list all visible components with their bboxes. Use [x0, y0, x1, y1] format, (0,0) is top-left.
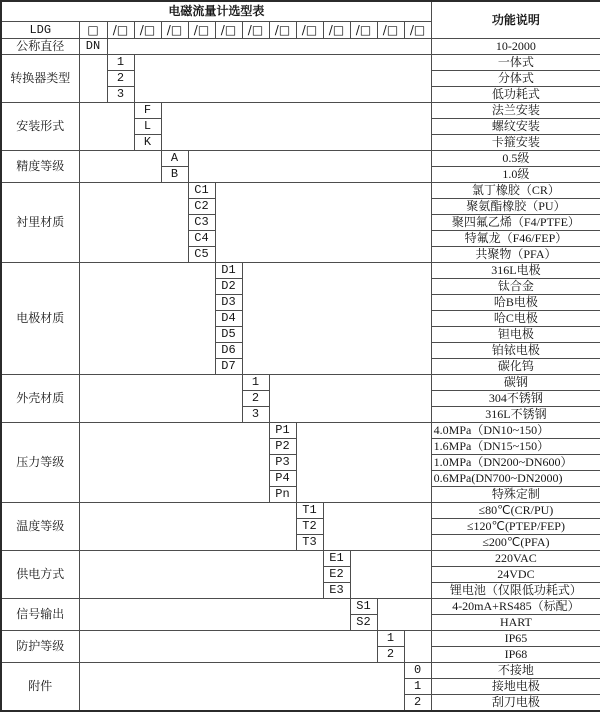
- left-spacer-cell: [79, 183, 188, 263]
- section-desc: 低功耗式: [431, 87, 600, 103]
- section-label: 精度等级: [1, 151, 79, 183]
- section-desc: ≤200℃(PFA): [431, 535, 600, 551]
- section-desc: 接地电极: [431, 679, 600, 695]
- section-code: E2: [323, 567, 350, 583]
- section-desc: 共聚物（PFA）: [431, 247, 600, 263]
- section-desc: IP65: [431, 631, 600, 647]
- section-desc: 0.6MPa(DN700~DN2000): [431, 471, 600, 487]
- section-code: D7: [215, 359, 242, 375]
- section-label: 附件: [1, 663, 79, 712]
- section-label: 外壳材质: [1, 375, 79, 423]
- section-label: 公称直径: [1, 39, 79, 55]
- left-spacer-cell: [79, 631, 377, 663]
- section-code: P3: [269, 455, 296, 471]
- section-code: 2: [107, 71, 134, 87]
- section-desc: 螺纹安装: [431, 119, 600, 135]
- model-slot-cell: /□: [107, 22, 134, 39]
- left-spacer-cell: [79, 503, 296, 551]
- section-desc: 316L电极: [431, 263, 600, 279]
- section-code: C2: [188, 199, 215, 215]
- section-desc: 钽电极: [431, 327, 600, 343]
- section-code: 1: [107, 55, 134, 71]
- section-desc: IP68: [431, 647, 600, 663]
- section-code: D2: [215, 279, 242, 295]
- section-code: D3: [215, 295, 242, 311]
- section-row: [1, 55, 600, 71]
- model-slot-cell: /□: [215, 22, 242, 39]
- section-desc: 氯丁橡胶（CR）: [431, 183, 600, 199]
- section-code: D6: [215, 343, 242, 359]
- right-spacer-cell: [134, 55, 431, 103]
- section-code: K: [134, 135, 161, 151]
- left-spacer-cell: [79, 103, 134, 151]
- model-slot-cell: /□: [296, 22, 323, 39]
- section-code: T3: [296, 535, 323, 551]
- left-spacer-cell: [79, 55, 107, 103]
- section-code: P2: [269, 439, 296, 455]
- section-desc: 分体式: [431, 71, 600, 87]
- section-desc: 铂铱电极: [431, 343, 600, 359]
- section-row: [1, 503, 600, 519]
- section-desc: 0.5级: [431, 151, 600, 167]
- section-label: 电极材质: [1, 263, 79, 375]
- left-spacer-cell: [79, 423, 269, 503]
- section-code: 0: [404, 663, 431, 679]
- section-desc: 特氟龙（F46/FEP）: [431, 231, 600, 247]
- section-desc: ≤120℃(PTEP/FEP): [431, 519, 600, 535]
- section-label: 衬里材质: [1, 183, 79, 263]
- section-code: DN: [79, 39, 107, 55]
- right-spacer-cell: [269, 375, 431, 423]
- section-row: [1, 423, 600, 439]
- title-row: [1, 1, 600, 22]
- section-row: [1, 631, 600, 647]
- model-slot-cell: /□: [242, 22, 269, 39]
- section-desc: 一体式: [431, 55, 600, 71]
- section-desc: 碳钢: [431, 375, 600, 391]
- section-code: D4: [215, 311, 242, 327]
- section-row: [1, 263, 600, 279]
- section-row: [1, 103, 600, 119]
- right-spacer-cell: [323, 503, 431, 551]
- left-spacer-cell: [79, 663, 404, 712]
- section-code: 1: [377, 631, 404, 647]
- right-spacer-cell: [377, 599, 431, 631]
- section-desc: 钛合金: [431, 279, 600, 295]
- right-spacer-cell: [161, 103, 431, 151]
- section-desc: 哈C电极: [431, 311, 600, 327]
- section-label: 温度等级: [1, 503, 79, 551]
- section-label: 信号输出: [1, 599, 79, 631]
- right-spacer-cell: [107, 39, 431, 55]
- right-spacer-cell: [215, 183, 431, 263]
- section-desc: 1.0级: [431, 167, 600, 183]
- section-code: P4: [269, 471, 296, 487]
- section-code: 2: [377, 647, 404, 663]
- section-code: A: [161, 151, 188, 167]
- section-desc: 10-2000: [431, 39, 600, 55]
- section-desc: 24VDC: [431, 567, 600, 583]
- section-row: [1, 39, 600, 55]
- section-desc: 316L不锈钢: [431, 407, 600, 423]
- section-code: S2: [350, 615, 377, 631]
- section-row: [1, 551, 600, 567]
- model-slot-cell: /□: [350, 22, 377, 39]
- model-prefix: LDG: [1, 22, 79, 39]
- section-desc: 哈B电极: [431, 295, 600, 311]
- section-code: C5: [188, 247, 215, 263]
- section-code: D1: [215, 263, 242, 279]
- section-desc: 锂电池（仅限低功耗式）: [431, 583, 600, 599]
- left-spacer-cell: [79, 151, 161, 183]
- model-slot-cell: /□: [188, 22, 215, 39]
- section-desc: HART: [431, 615, 600, 631]
- section-desc: 4.0MPa（DN10~150）: [431, 423, 600, 439]
- section-desc: 刮刀电极: [431, 695, 600, 712]
- section-code: S1: [350, 599, 377, 615]
- left-spacer-cell: [79, 551, 323, 599]
- left-spacer-cell: [79, 599, 350, 631]
- section-desc: 304不锈钢: [431, 391, 600, 407]
- model-slot-cell: /□: [161, 22, 188, 39]
- section-label: 压力等级: [1, 423, 79, 503]
- section-code: T1: [296, 503, 323, 519]
- section-code: T2: [296, 519, 323, 535]
- function-description-header: 功能说明: [431, 1, 600, 39]
- section-code: E1: [323, 551, 350, 567]
- section-code: 3: [107, 87, 134, 103]
- section-code: E3: [323, 583, 350, 599]
- section-desc: 法兰安装: [431, 103, 600, 119]
- right-spacer-cell: [188, 151, 431, 183]
- section-label: 转换器类型: [1, 55, 79, 103]
- section-code: 3: [242, 407, 269, 423]
- section-desc: 4-20mA+RS485（标配）: [431, 599, 600, 615]
- section-row: [1, 183, 600, 199]
- section-code: L: [134, 119, 161, 135]
- left-spacer-cell: [79, 375, 242, 423]
- section-desc: 1.6MPa（DN15~150）: [431, 439, 600, 455]
- section-code: F: [134, 103, 161, 119]
- model-slot-cell: /□: [377, 22, 404, 39]
- section-code: C3: [188, 215, 215, 231]
- right-spacer-cell: [242, 263, 431, 375]
- section-code: 1: [404, 679, 431, 695]
- section-row: [1, 663, 600, 679]
- section-row: [1, 599, 600, 615]
- section-code: C1: [188, 183, 215, 199]
- section-desc: 碳化钨: [431, 359, 600, 375]
- section-desc: ≤80℃(CR/PU): [431, 503, 600, 519]
- model-slot-cell: /□: [269, 22, 296, 39]
- section-row: [1, 375, 600, 391]
- section-code: 2: [404, 695, 431, 712]
- section-label: 供电方式: [1, 551, 79, 599]
- section-desc: 1.0MPa（DN200~DN600）: [431, 455, 600, 471]
- section-desc: 220VAC: [431, 551, 600, 567]
- section-desc: 特殊定制: [431, 487, 600, 503]
- right-spacer-cell: [350, 551, 431, 599]
- section-code: C4: [188, 231, 215, 247]
- section-code: B: [161, 167, 188, 183]
- left-spacer-cell: [79, 263, 215, 375]
- section-desc: 不接地: [431, 663, 600, 679]
- section-desc: 卡箍安装: [431, 135, 600, 151]
- page-title: 电磁流量计选型表: [1, 1, 431, 22]
- section-code: Pn: [269, 487, 296, 503]
- section-code: D5: [215, 327, 242, 343]
- section-row: [1, 151, 600, 167]
- right-spacer-cell: [404, 631, 431, 663]
- model-slot-cell: /□: [134, 22, 161, 39]
- model-slot-cell: /□: [323, 22, 350, 39]
- section-label: 安装形式: [1, 103, 79, 151]
- selection-table-body: [1, 1, 600, 711]
- model-first-box-cell: □: [79, 22, 107, 39]
- section-code: 2: [242, 391, 269, 407]
- section-code: 1: [242, 375, 269, 391]
- section-label: 防护等级: [1, 631, 79, 663]
- right-spacer-cell: [296, 423, 431, 503]
- section-code: P1: [269, 423, 296, 439]
- section-desc: 聚四氟乙烯（F4/PTFE）: [431, 215, 600, 231]
- section-desc: 聚氨酯橡胶（PU）: [431, 199, 600, 215]
- model-slot-cell: /□: [404, 22, 431, 39]
